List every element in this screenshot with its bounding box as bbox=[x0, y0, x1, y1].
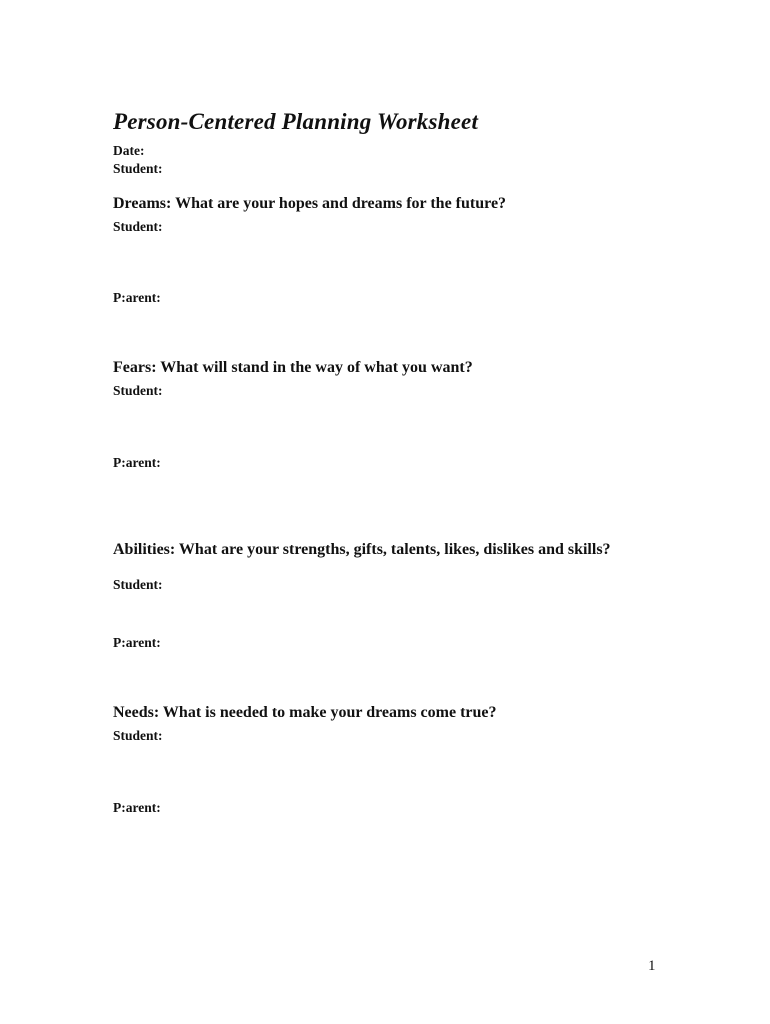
abilities-parent-label: P:arent: bbox=[113, 635, 161, 650]
fears-parent-label: P:arent: bbox=[113, 455, 161, 470]
dreams-parent-label: P:arent: bbox=[113, 290, 161, 305]
date-label: Date: bbox=[113, 143, 145, 158]
abilities-student-label: Student: bbox=[113, 577, 163, 592]
page-number: 1 bbox=[648, 958, 656, 974]
abilities-heading: Abilities: What are your strengths, gifts, talents, likes, dislikes and skills? bbox=[113, 541, 611, 558]
fears-student-label: Student: bbox=[113, 383, 163, 398]
needs-student-label: Student: bbox=[113, 728, 163, 743]
dreams-heading: Dreams: What are your hopes and dreams for the future? bbox=[113, 195, 507, 212]
worksheet-title: Person-Centered Planning Worksheet bbox=[113, 109, 479, 134]
needs-heading: Needs: What is needed to make your dreams come true? bbox=[113, 704, 497, 721]
fears-heading: Fears: What will stand in the way of what you want? bbox=[113, 359, 473, 376]
student-label: Student: bbox=[113, 161, 163, 176]
needs-parent-label: P:arent: bbox=[113, 800, 161, 815]
dreams-student-label: Student: bbox=[113, 219, 163, 234]
